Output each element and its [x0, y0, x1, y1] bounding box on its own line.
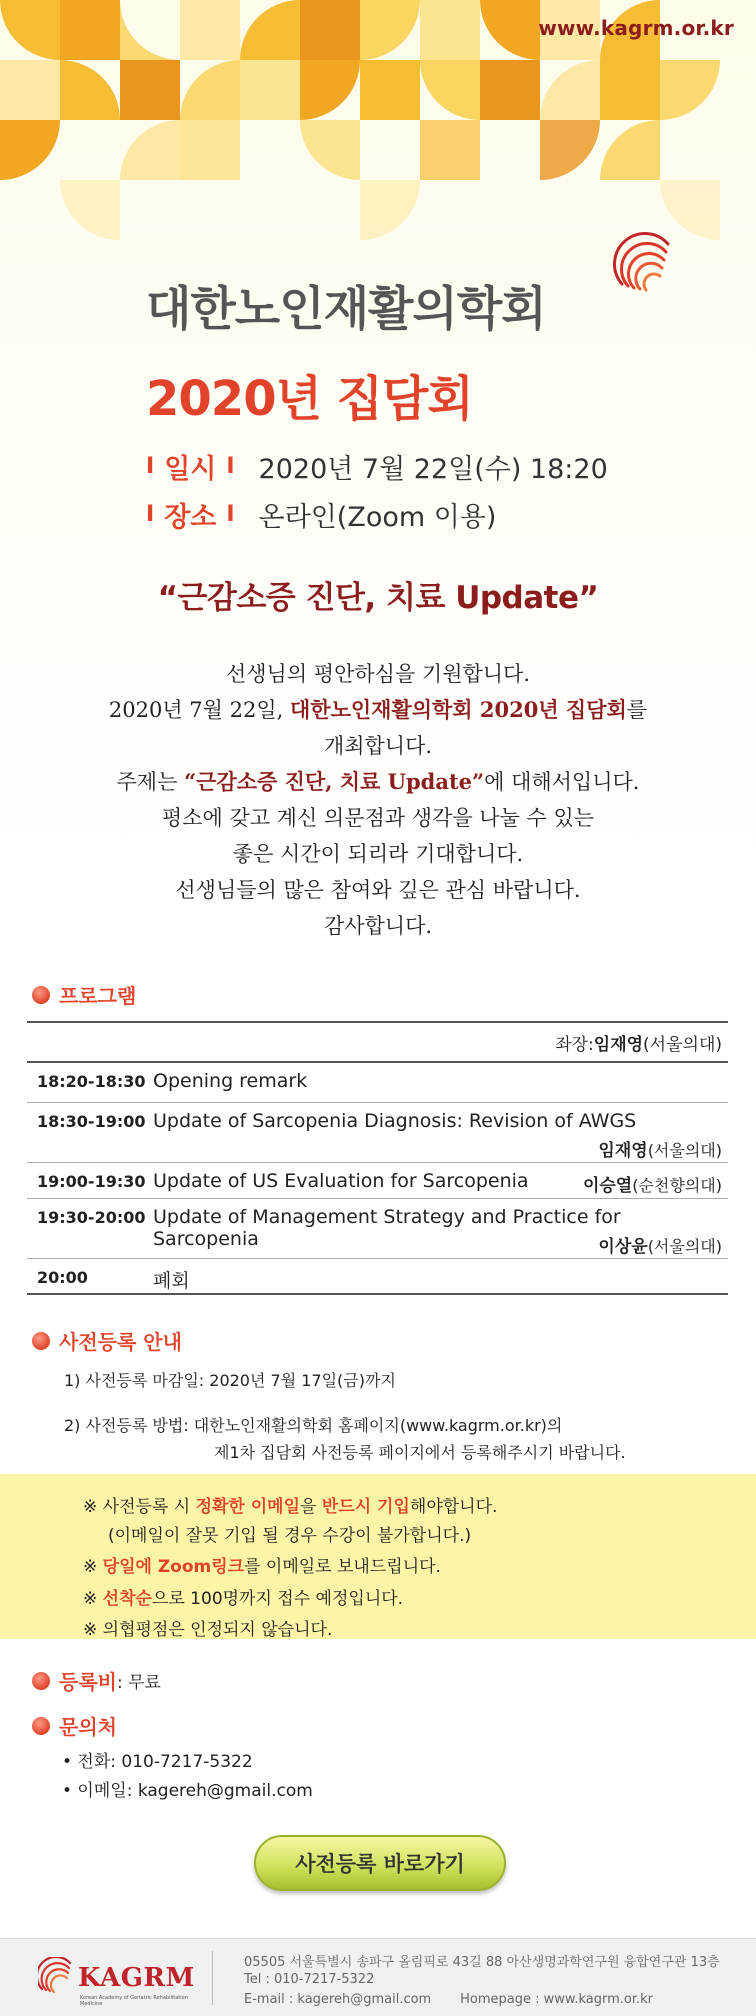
academy-logo-icon [612, 232, 686, 302]
table-row [27, 1163, 728, 1199]
session-speaker [598, 1232, 722, 1257]
footer-divider [212, 1951, 213, 2005]
contact-email[interactable]: • 이메일: kagereh@gmail.com [62, 1781, 313, 1801]
event-title: 2020년 집담회 [146, 371, 473, 427]
header [0, 0, 756, 1000]
speaker-affiliation: (순천향의대) [632, 1176, 722, 1195]
place-label: 장소 [164, 502, 217, 533]
registration-deadline: 1) 사전등록 마감일: 2020년 7월 17일(금)까지 [64, 1371, 396, 1390]
note-mark: ※ [83, 1589, 98, 1609]
fee-value: : 무료 [116, 1673, 161, 1693]
greeting-line: 감사합니다. [323, 914, 433, 938]
note-mark: ※ [83, 1557, 98, 1577]
notice-text: 를 이메일로 보내드립니다. [244, 1557, 441, 1577]
notice-text: 사전등록 시 [97, 1497, 196, 1517]
speaker-name: 이상윤 [598, 1237, 648, 1257]
footer-logo [38, 1951, 195, 2009]
greeting-line: 선생님의 평안하심을 기원합니다. [225, 662, 531, 686]
notice-text: 으로 100명까지 접수 예정입니다. [151, 1589, 404, 1609]
registration-method-detail: 제1차 집담회 사전등록 페이지에서 등록해주시기 바랍니다. [214, 1443, 626, 1462]
notice-highlight: 선착순 [102, 1589, 152, 1609]
notice-line: (이메일이 잘못 기입 될 경우 수강이 불가합니다.) [108, 1526, 472, 1546]
greeting-line: 좋은 시간이 되리라 기대합니다. [232, 842, 524, 866]
notice-text: 을 [300, 1497, 322, 1517]
chair-name: 임재영 [593, 1034, 644, 1055]
separator: I [226, 454, 235, 479]
greeting-line: 평소에 갖고 계신 의문점과 생각을 나눌 수 있는 [161, 806, 595, 830]
greeting-line: 선생님들의 많은 참여와 깊은 관심 바랍니다. [175, 878, 581, 902]
session-speaker [583, 1171, 722, 1196]
session-time: 18:30-19:00 [37, 1112, 146, 1131]
notice-box [0, 1474, 756, 1639]
footer-logo-text: KAGRM [78, 1963, 195, 1993]
site-url[interactable]: www.kagrm.or.kr [538, 16, 734, 40]
table-row [27, 1259, 728, 1295]
greeting-highlight: “근감소증 진단, 치료 Update” [184, 769, 485, 794]
fee-heading-label: 등록비 [59, 1670, 117, 1694]
greeting-text: 주제는 [116, 770, 185, 794]
footer-email-homepage: E-mail : kagereh@gmail.com Homepage : www.kagrm.or.kr [244, 1992, 654, 2007]
chair-affiliation: (서울의대) [643, 1034, 722, 1055]
speaker-affiliation: (서울의대) [647, 1141, 722, 1160]
greeting-text: 2020년 7월 22일, [108, 698, 290, 722]
greeting-line [0, 764, 756, 800]
registration-method: 2) 사전등록 방법: 대한노인재활의학회 홈페이지(www.kagrm.or.kr)의 [64, 1416, 563, 1435]
note-mark: ※ [83, 1620, 98, 1640]
greeting-line [0, 692, 756, 728]
session-time: 18:20-18:30 [37, 1072, 146, 1091]
session-time: 19:00-19:30 [37, 1172, 146, 1191]
date-value: 2020년 7월 22일(수) 18:20 [258, 454, 608, 485]
notice-text: 해야합니다. [409, 1497, 498, 1517]
notice-line [83, 1552, 441, 1577]
speaker-name: 이승열 [582, 1176, 633, 1196]
bullet-circle-icon [32, 1332, 50, 1350]
registration-heading-label: 사전등록 안내 [59, 1330, 182, 1354]
footer-tel: Tel : 010-7217-5322 [244, 1972, 375, 1987]
table-row [27, 1063, 728, 1103]
notice-text: 의협평점은 인정되지 않습니다. [97, 1620, 333, 1640]
chair-label: 좌장: [555, 1034, 594, 1055]
session-time: 19:30-20:00 [37, 1208, 146, 1227]
speaker-name: 임재영 [598, 1141, 648, 1161]
footer-address: 05505 서울특별시 송파구 올림픽로 43길 88 아산생명과학연구원 융합연구관 13층 [244, 1955, 720, 1970]
bullet-circle-icon [32, 1717, 50, 1735]
session-title: 폐회 [153, 1270, 190, 1292]
academy-logo-icon [38, 1957, 80, 1995]
bullet-circle-icon [32, 1672, 50, 1690]
program-table [27, 1021, 728, 1295]
info-place-row [146, 495, 496, 534]
notice-line [83, 1492, 497, 1517]
session-title: Update of US Evaluation for Sarcopenia [153, 1170, 529, 1192]
notice-line [83, 1615, 332, 1640]
notice-highlight: 반드시 기입 [321, 1497, 410, 1517]
place-value: 온라인(Zoom 이용) [258, 502, 497, 533]
table-row [27, 1103, 728, 1163]
greeting-text: 를 [626, 698, 648, 722]
org-name: 대한노인재활의학회 [146, 282, 546, 337]
notice-highlight: 정확한 이메일 [195, 1497, 301, 1517]
pre-registration-button[interactable]: 사전등록 바로가기 [254, 1835, 506, 1891]
program-heading [32, 980, 136, 1009]
notice-line [83, 1584, 403, 1609]
separator: I [226, 502, 235, 527]
greeting-message [0, 656, 756, 944]
bullet-circle-icon [32, 986, 50, 1004]
greeting-highlight: 대한노인재활의학회 2020년 집담회 [290, 697, 627, 722]
session-title: Update of Sarcopenia Diagnosis: Revision of AWGS [153, 1110, 637, 1132]
greeting-line: 개최합니다. [323, 734, 433, 758]
separator: I [146, 502, 155, 527]
session-time: 20:00 [37, 1268, 88, 1287]
session-title: Update of Management Strategy and Practice for Sarcopenia [153, 1206, 621, 1250]
info-date-row [146, 447, 608, 486]
date-label: 일시 [164, 454, 217, 485]
notice-highlight: 당일에 Zoom링크 [102, 1557, 245, 1577]
footer-logo-subtitle: Korean Academy of Geriatric Rehabilitation Medicine [80, 1995, 188, 2007]
chair-row [27, 1023, 728, 1063]
separator: I [146, 454, 155, 479]
contact-heading-label: 문의처 [59, 1715, 117, 1739]
contact-phone: • 전화: 010-7217-5322 [62, 1752, 253, 1772]
session-title: Opening remark [153, 1070, 308, 1092]
note-mark: ※ [83, 1497, 98, 1517]
contact-heading [32, 1711, 117, 1740]
table-row [27, 1199, 728, 1259]
registration-heading [32, 1326, 182, 1355]
session-speaker [598, 1136, 722, 1161]
greeting-text: 에 대해서입니다. [484, 770, 640, 794]
fee-heading [32, 1666, 161, 1695]
footer [0, 1938, 756, 2016]
speaker-affiliation: (서울의대) [647, 1237, 722, 1256]
event-topic: “근감소증 진단, 치료 Update” [157, 580, 599, 616]
program-heading-label: 프로그램 [59, 984, 137, 1008]
